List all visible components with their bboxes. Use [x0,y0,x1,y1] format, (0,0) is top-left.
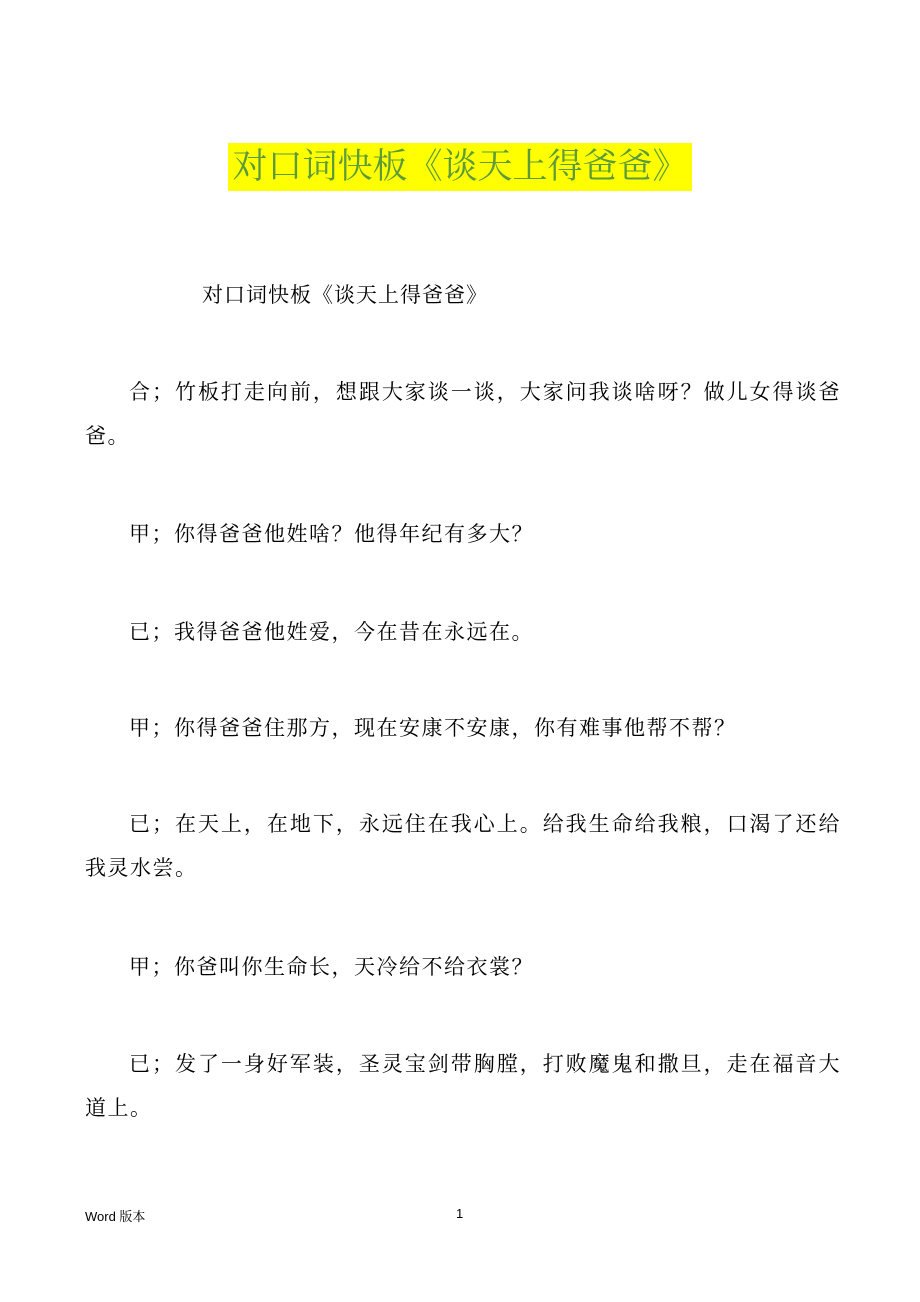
paragraph: 已；在天上，在地下，永远住在我心上。给我生命给我粮，口渴了还给我灵水尝。 [85,812,841,880]
title-container [0,143,920,191]
page-number: 1 [456,1206,464,1221]
paragraph: 甲；你得爸爸住那方，现在安康不安康，你有难事他帮不帮？ [129,716,737,740]
paragraph: 甲；你得爸爸他姓啥？他得年纪有多大？ [129,522,534,546]
paragraph: 甲；你爸叫你生命长，天冷给不给衣裳？ [129,955,534,979]
paragraph: 合；竹板打走向前，想跟大家谈一谈，大家问我谈啥呀？做儿女得谈爸爸。 [85,380,841,448]
paragraph: 已；我得爸爸他姓爱，今在昔在永远在。 [129,620,534,644]
document-title: 对口词快板《谈天上得爸爸》 [228,143,691,191]
paragraph: 已；发了一身好军装，圣灵宝剑带胸膛，打败魔鬼和撒旦，走在福音大道上。 [85,1052,841,1120]
footer-label: Word 版本 [85,1209,146,1224]
document-subtitle: 对口词快板《谈天上得爸爸》 [202,283,488,307]
